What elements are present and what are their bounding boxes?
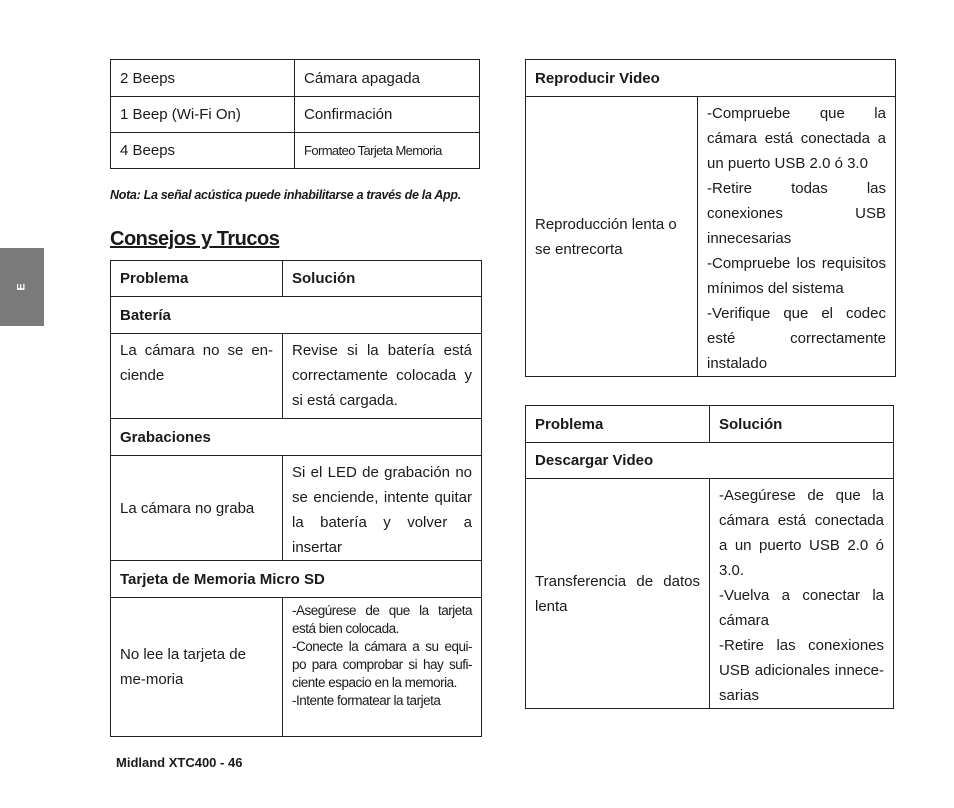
section-download: Descargar Video [526,443,894,479]
section-row [526,60,896,97]
section-recordings: Grabaciones [111,419,482,456]
problem-cell: Transferencia de datos lenta [526,479,710,709]
table-row [111,133,480,169]
section-row [526,443,894,479]
solution-line: -Compruebe los requisitos mínimos del sistema [707,255,886,297]
table-row [111,456,482,561]
solution-line: -Asegúrese de que la tarjeta está bien colocada. [292,603,472,636]
solution-line: -Vuelva a conectar la cámara [719,587,884,629]
solution-cell [710,479,894,709]
solution-cell [283,598,482,737]
beep-meaning: Formateo Tarjeta Memoria [295,133,480,169]
solution-line: -Intente formatear la tarjeta [292,693,441,708]
beep-meaning: Cámara apagada [295,60,480,97]
section-battery: Batería [111,297,482,334]
header-solution: Solución [710,406,894,443]
table-header-row [111,261,482,297]
solution-line: -Verifique que el codec esté correctamente instalado [707,305,886,372]
beep-signal: 2 Beeps [111,60,295,97]
solution-cell: Si el LED de grabación no se enciende, intente quitar la batería y volver a insertar [283,456,482,561]
table-row [526,479,894,709]
table-row [526,97,896,377]
section-title: Consejos y Trucos [110,228,280,250]
solution-line: -Conecte la cámara a su equi-po para comprobar si hay sufi-ciente espacio en la memoria. [292,639,472,690]
table-row [111,60,480,97]
problem-cell: La cámara no se en-ciende [111,334,283,419]
solution-cell [698,97,896,377]
download-table [525,405,894,709]
language-tab [0,248,44,326]
playback-table [525,59,896,377]
tips-table [110,260,482,737]
header-problem: Problema [526,406,710,443]
solution-line: -Retire las conexiones USB adicionales innece-sarias [719,637,884,704]
solution-line: -Retire todas las conexiones USB innecesarias [707,180,886,247]
beeps-table [110,59,480,169]
beep-note: Nota: La señal acústica puede inhabilitarse a través de la App. [110,188,461,202]
table-row [111,598,482,737]
solution-line: -Compruebe que la cámara está conectada a un puerto USB 2.0 ó 3.0 [707,105,886,172]
section-sdcard: Tarjeta de Memoria Micro SD [111,561,482,598]
header-solution: Solución [283,261,482,297]
page-footer: Midland XTC400 - 46 [116,755,243,770]
solution-cell: Revise si la batería está correctamente colocada y si está cargada. [283,334,482,419]
language-tab-label: E [16,283,28,291]
problem-cell: Reproducción lenta o se entrecorta [526,97,698,377]
problem-cell: No lee la tarjeta de me-moria [111,598,283,737]
solution-line: -Asegúrese de que la cámara está conectada a un puerto USB 2.0 ó 3.0. [719,487,884,579]
beep-meaning: Confirmación [295,97,480,133]
table-header-row [526,406,894,443]
header-problem: Problema [111,261,283,297]
section-row [111,419,482,456]
beep-signal: 1 Beep (Wi-Fi On) [111,97,295,133]
section-playback: Reproducir Video [526,60,896,97]
section-row [111,297,482,334]
table-row [111,334,482,419]
section-row [111,561,482,598]
table-row [111,97,480,133]
problem-cell: La cámara no graba [111,456,283,561]
beep-signal: 4 Beeps [111,133,295,169]
